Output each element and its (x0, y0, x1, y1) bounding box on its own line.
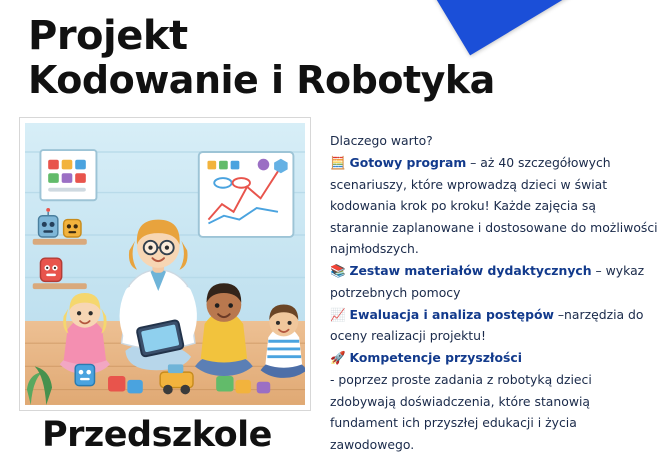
benefit-item-3 (330, 304, 658, 347)
benefit-heading-3: Ewaluacja i analiza postępów (349, 306, 554, 322)
title-line-1: Projekt (28, 13, 188, 59)
footer-word: Przedszkole (42, 415, 272, 455)
books-icon: 📚 (330, 263, 346, 278)
abacus-icon: 🧮 (330, 155, 346, 170)
page-title (28, 14, 498, 102)
body-copy (330, 130, 658, 456)
benefit-item-4 (330, 347, 658, 369)
benefit-text-1: – aż 40 szczegółowych scenariuszy, które wprowadzą dzieci w świat kodowania krok po kroku! Każde zajęcia są starannie zaplanowane i dostosowane do możliwości najmłodszych. (330, 155, 658, 256)
benefit-text-3: –narzędzia do oceny realizacji projektu! (330, 306, 644, 343)
benefit-heading-2: Zestaw materiałów dydaktycznych (349, 263, 592, 278)
rocket-icon: 🚀 (330, 350, 346, 365)
chart-increasing-icon: 📈 (330, 306, 346, 322)
classroom-illustration (25, 123, 305, 405)
benefit-item-1 (330, 152, 658, 260)
title-line-2: Kodowanie i Robotyka (28, 58, 495, 102)
benefit-item-2 (330, 260, 658, 303)
illustration-panel (20, 118, 310, 410)
benefit-heading-4: Kompetencje przyszłości (349, 350, 523, 365)
closing-text: - poprzez proste zadania z robotyką dzieci zdobywają doświadczenia, które stanowią fundament ich przyszłej edukacji i życia zawodowego. (330, 372, 592, 452)
intro-text: Dlaczego warto? (330, 133, 433, 148)
benefit-heading-1: Gotowy program (349, 155, 467, 170)
benefit-text-2: – wykaz potrzebnych pomocy (330, 263, 645, 300)
